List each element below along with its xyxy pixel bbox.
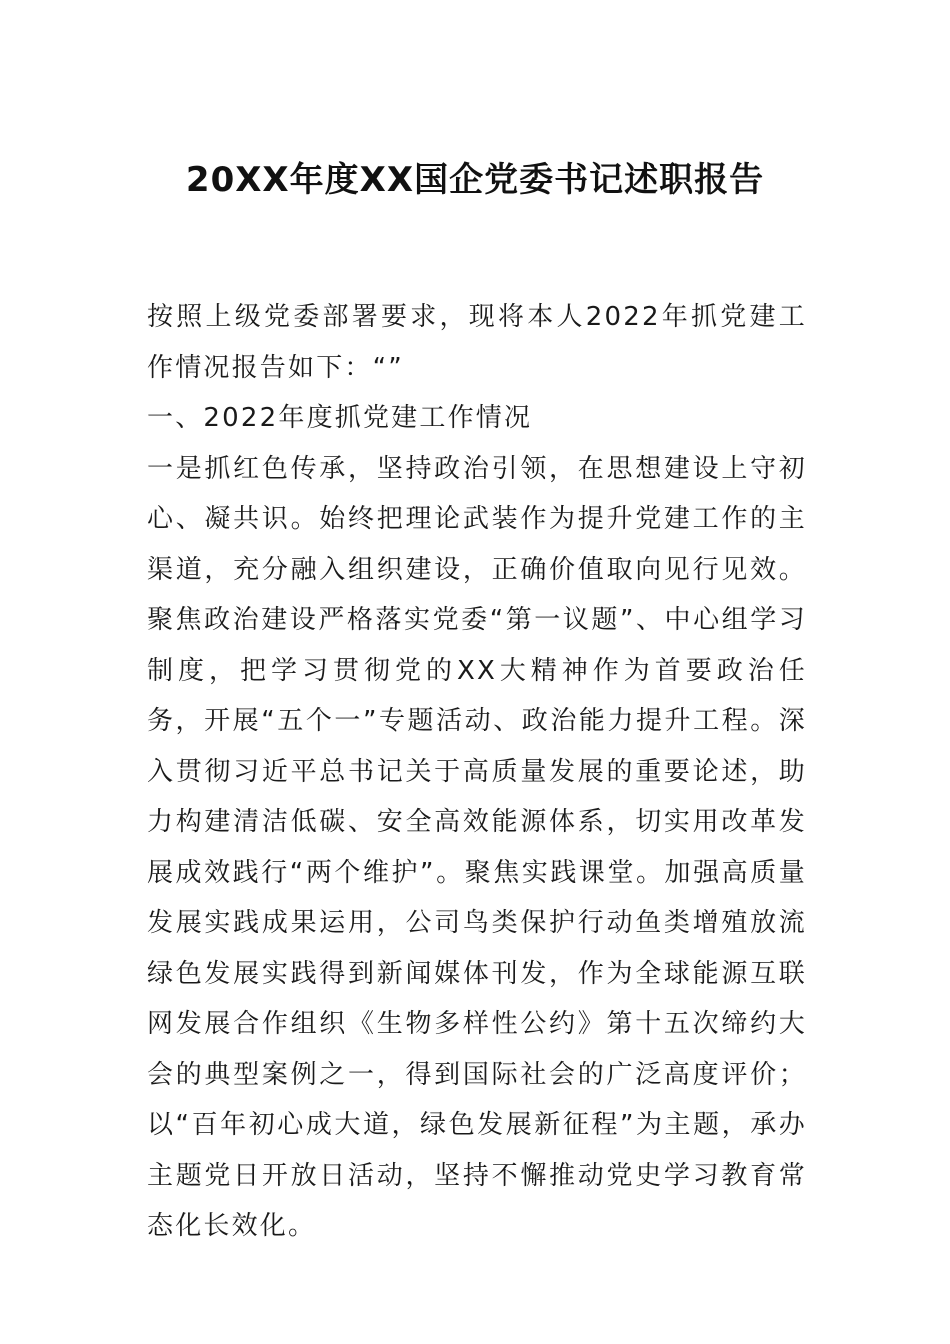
section-heading: 一、2022年度抓党建工作情况 — [147, 403, 533, 433]
intro-paragraph: 按照上级党委部署要求，现将本人2022年抓党建工作情况报告如下：“” — [147, 302, 807, 383]
body-paragraph: 一是抓红色传承，坚持政治引领，在思想建设上守初心、凝共识。始终把理论武装作为提升党建工作的主渠道，充分融入组织建设，正确价值取向见行见效。聚焦政治建设严格落实党委“第一议题”、中心组学习制度，把学习贯彻党的XX大精神作为首要政治任务，开展“五个一”专题活动、政治能力提升工程。深入贯彻习近平总书记关于高质量发展的重要论述，助力构建清洁低碳、安全高效能源体系，切实用改革发展成效践行“两个维护”。聚焦实践课堂。加强高质量发展实践成果运用，公司鸟类保护行动鱼类增殖放流绿色发展实践得到新闻媒体刊发，作为全球能源互联网发展合作组织《生物多样性公约》第十五次缔约大会的典型案例之一，得到国际社会的广泛高度评价；以“百年初心成大道，绿色发展新征程”为主题，承办主题党日开放日活动，坚持不懈推动党史学习教育常态化长效化。 — [147, 453, 807, 1241]
document-title: 20XX年度XX国企党委书记述职报告 — [185, 160, 765, 200]
document-body — [147, 292, 807, 1252]
